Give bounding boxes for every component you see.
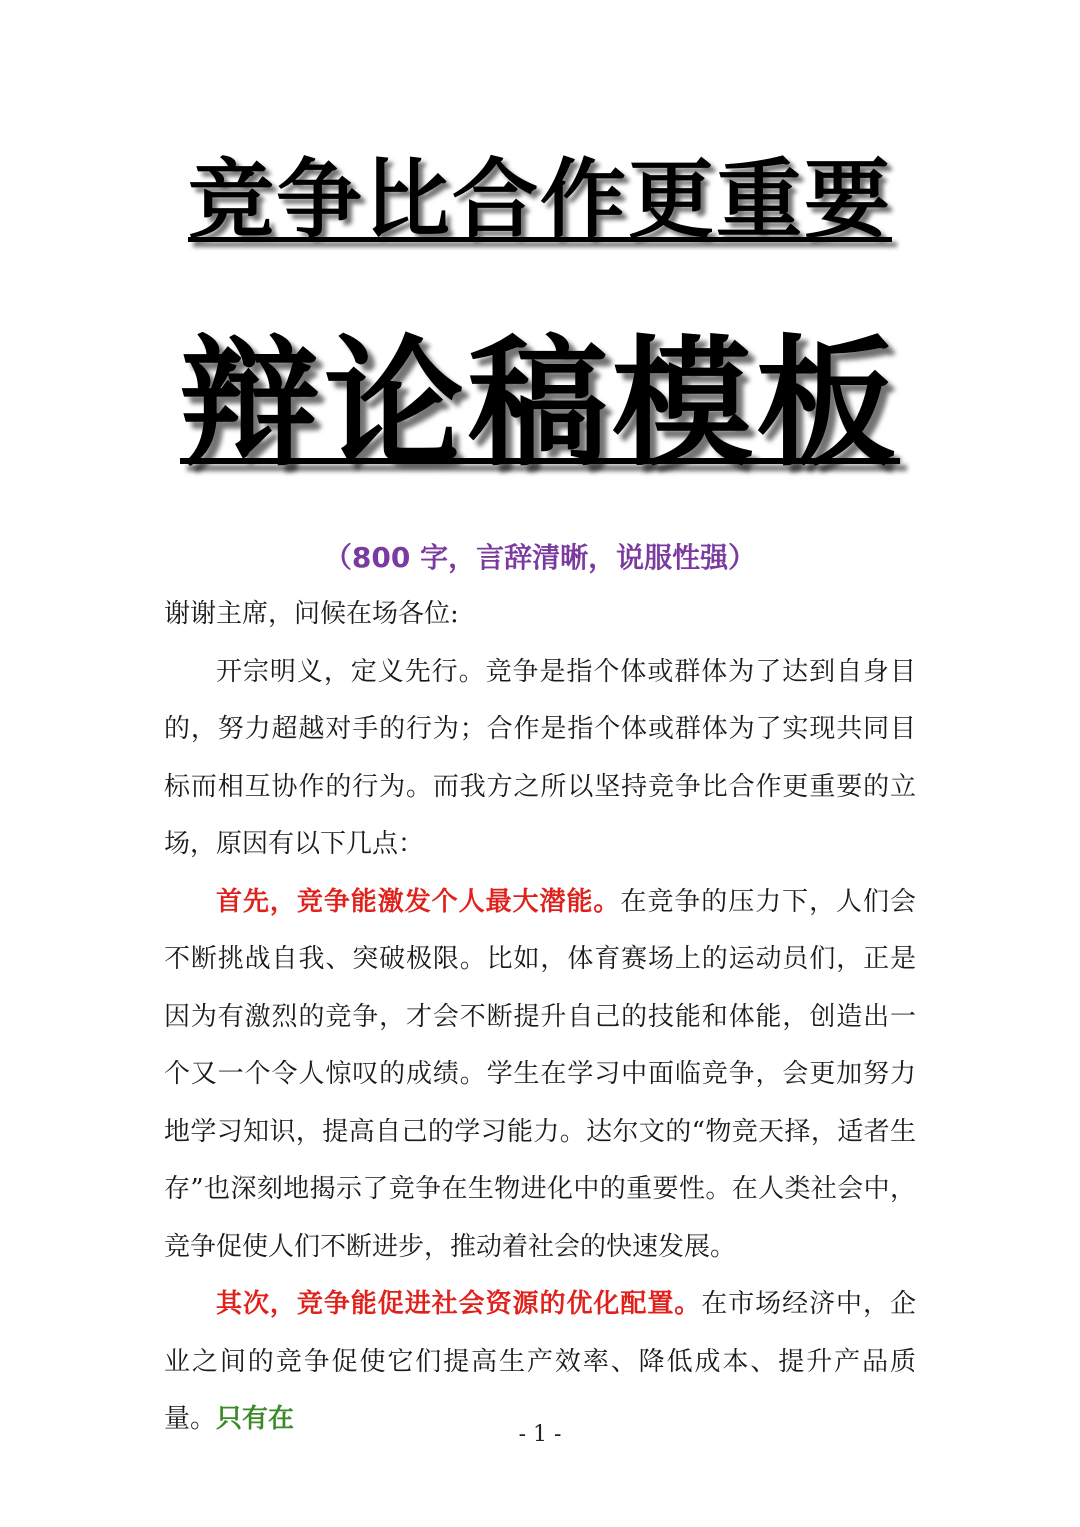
document-title-line1: 竞争比合作更重要 [188, 150, 892, 250]
greeting-paragraph: 谢谢主席，问候在场各位: [164, 599, 459, 629]
document-subtitle: （800 字，言辞清晰，说服性强） [323, 541, 757, 574]
paragraph-definition: 开宗明义，定义先行。竞争是指个体或群体为了达到自身目的，努力超越对手的行为；合作是指个体或群体为了实现共同目标而相互协作的行为。而我方之所以坚持竞争比合作更重要的立场，原因有以下几点： [164, 656, 916, 859]
second-point-heading: 其次，竞争能促进社会资源的优化配置。 [216, 1289, 702, 1319]
second-point-body: 在市场经济中，企业之间的竞争促使它们提高生产效率、降低成本、提升产品质量。 [164, 1289, 916, 1434]
document-title-line2: 辩论稿模板 [179, 323, 900, 486]
second-point-emphasis: 只有在 [216, 1404, 295, 1434]
first-point-body: 在竞争的压力下，人们会不断挑战自我、突破极限。比如，体育赛场上的运动员们，正是因为有激烈的竞争，才会不断提升自己的技能和体能，创造出一个又一个令人惊叹的成绩。学生在学习中面临竞争，会更加努力地学习知识，提高自己的学习能力。达尔文的“物竞天择，适者生存”也深刻地揭示了竞争在生物进化中的重要性。在人类社会中，竞争促使人们不断进步，推动着社会的快速发展。 [164, 886, 916, 1262]
paragraph-first-point [164, 874, 916, 1277]
first-point-heading: 首先，竞争能激发个人最大潜能。 [216, 886, 621, 917]
document-body [164, 586, 916, 1449]
page-number: - 1 - [518, 1422, 562, 1447]
